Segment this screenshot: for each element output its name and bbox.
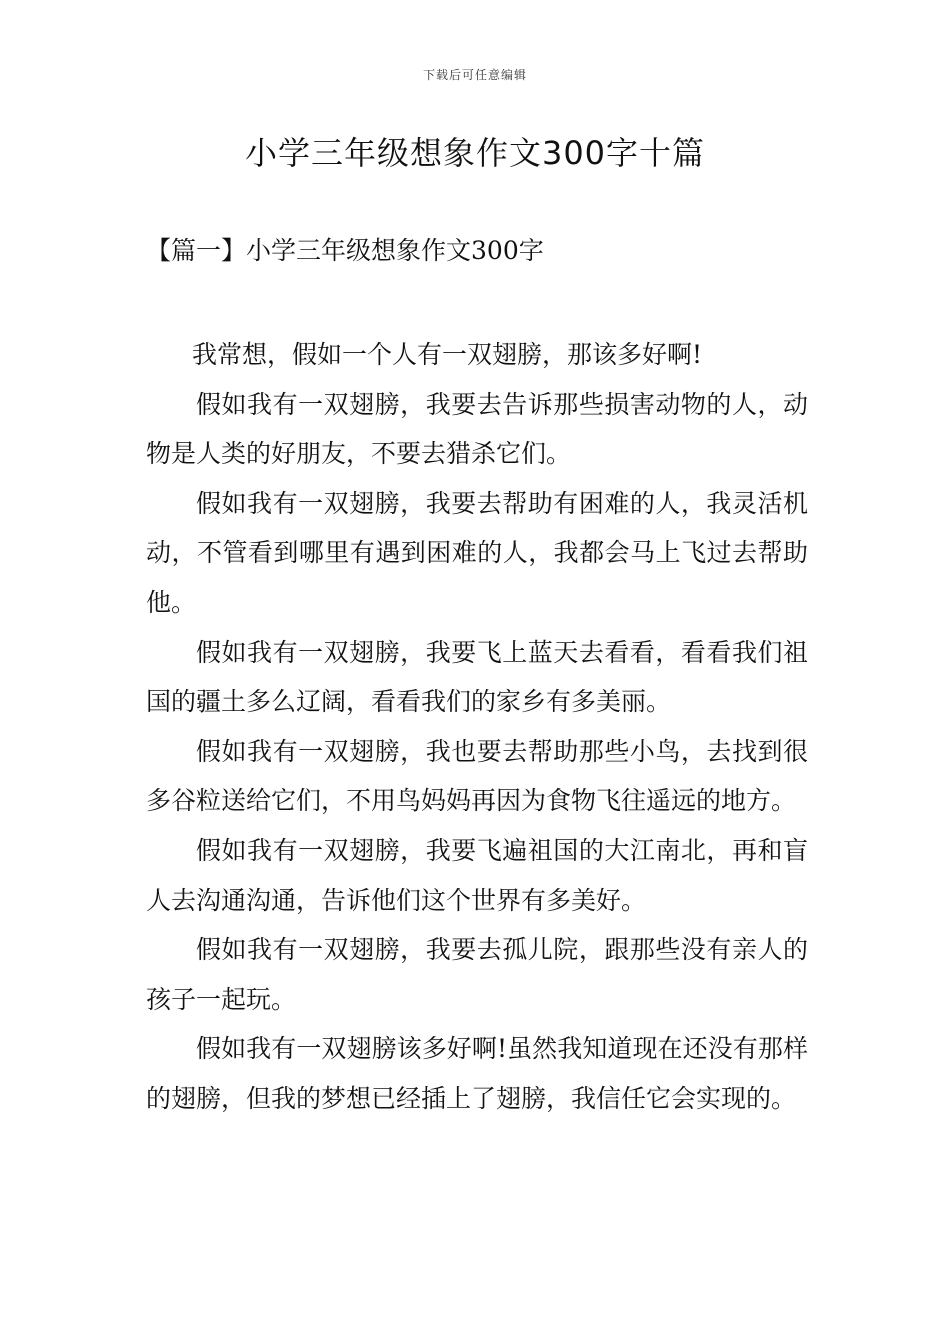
- paragraph: 假如我有一双翅膀该多好啊!虽然我知道现在还没有那样的翅膀，但我的梦想已经插上了翅膀，我信任它会实现的。: [146, 1034, 808, 1113]
- header-note: 下载后可任意编辑: [422, 68, 527, 82]
- paragraph: 假如我有一双翅膀，我也要去帮助那些小鸟，去找到很多谷粒送给它们，不用鸟妈妈再因为食物飞往遥远的地方。: [146, 736, 808, 816]
- essay-body: [146, 330, 808, 1124]
- paragraph: 我常想，假如一个人有一双翅膀，那该多好啊!: [192, 340, 703, 369]
- paragraph: 假如我有一双翅膀，我要去告诉那些损害动物的人，动物是人类的好朋友，不要去猎杀它们。: [146, 389, 808, 469]
- paragraph: 假如我有一双翅膀，我要飞上蓝天去看看，看看我们祖国的疆土多么辽阔，看看我们的家乡有多美丽。: [146, 637, 808, 717]
- paragraph: 假如我有一双翅膀，我要去帮助有困难的人，我灵活机动，不管看到哪里有遇到困难的人，我都会马上飞过去帮助他。: [146, 488, 808, 617]
- paragraph: 假如我有一双翅膀，我要飞遍祖国的大江南北，再和盲人去沟通沟通，告诉他们这个世界有多美好。: [146, 835, 808, 915]
- section-heading: 【篇一】小学三年级想象作文300字: [146, 236, 544, 265]
- paragraph: 假如我有一双翅膀，我要去孤儿院，跟那些没有亲人的孩子一起玩。: [146, 935, 808, 1014]
- document-title: 小学三年级想象作文300字十篇: [244, 134, 706, 172]
